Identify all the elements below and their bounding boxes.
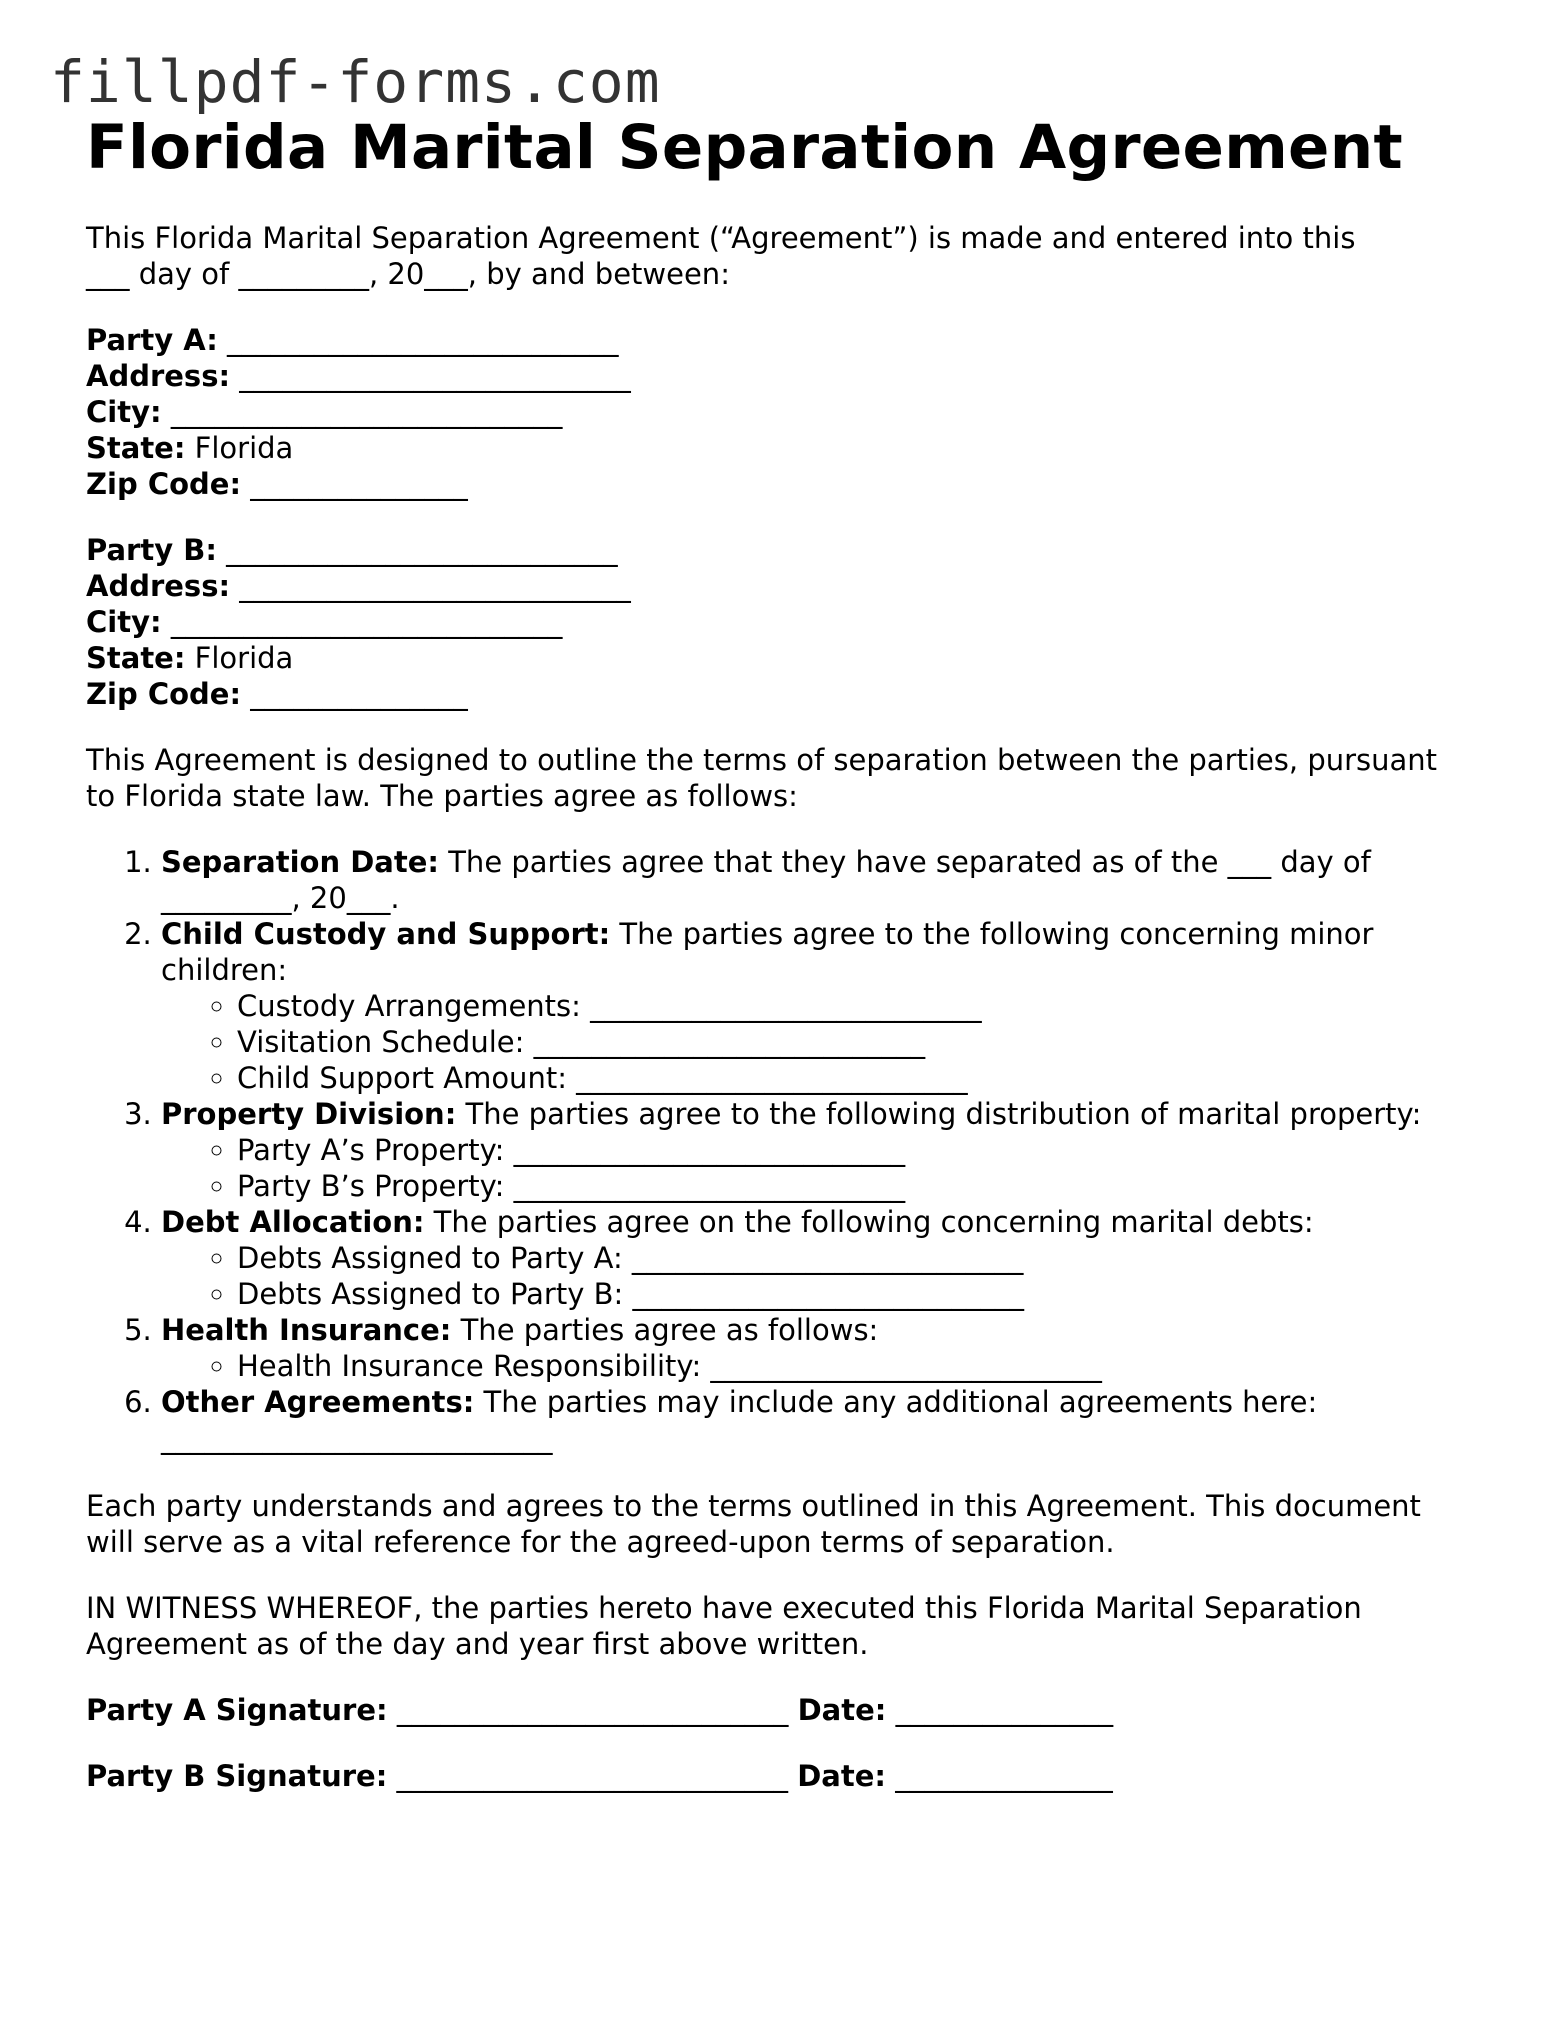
party-a-block (86, 322, 1466, 502)
term-separation-date (161, 844, 1466, 916)
party-a-name-field[interactable]: ___________________________ (227, 323, 619, 357)
list-item: ◦ Visitation Schedule: ___________________________ (237, 1024, 1466, 1060)
term-heading: Separation Date: (161, 845, 439, 879)
party-b-zip-label: Zip Code: (86, 677, 242, 711)
party-b-signature-field[interactable]: ___________________________ (396, 1759, 789, 1793)
party-b-city-field[interactable]: ___________________________ (170, 605, 563, 639)
party-a-address-label: Address: (86, 359, 231, 393)
party-b-address-row (86, 568, 1466, 604)
party-a-zip-field[interactable]: _______________ (250, 467, 468, 501)
party-a-name-label: Party A: (86, 323, 218, 357)
party-a-address-field[interactable]: ___________________________ (239, 359, 631, 393)
party-a-address-row (86, 358, 1466, 394)
party-b-zip-row (86, 676, 1466, 712)
party-a-state-value: Florida (194, 431, 294, 465)
party-b-name-row (86, 532, 1466, 568)
page-title: Florida Marital Separation Agreement (86, 112, 1403, 183)
health-sublist (161, 1348, 1466, 1384)
party-b-address-label: Address: (86, 569, 231, 603)
term-text: The parties agree on the following concerning marital debts: (433, 1205, 1314, 1239)
party-b-state-label: State: (86, 641, 186, 675)
term-text: The parties agree as follows: (460, 1313, 879, 1347)
party-a-state-row (86, 430, 1466, 466)
party-a-zip-row (86, 466, 1466, 502)
party-a-signature-row (86, 1692, 1466, 1728)
party-b-state-value: Florida (194, 641, 294, 675)
intro-paragraph (86, 220, 1466, 292)
party-b-city-row (86, 604, 1466, 640)
party-b-date-label: Date: (797, 1759, 887, 1793)
party-a-signature-label: Party A Signature: (86, 1693, 388, 1727)
intro-line-2: ___ day of _________, 20___, by and between: (86, 257, 730, 291)
party-a-signature-field[interactable]: ___________________________ (396, 1693, 789, 1727)
term-text: The parties may include any additional agreements here: ___________________________ (161, 1385, 1318, 1455)
description-paragraph: This Agreement is designed to outline the terms of separation between the parties, pursuant to Florida state law. The parties agree as follows: (86, 743, 1438, 813)
party-a-state-label: State: (86, 431, 186, 465)
term-text: The parties agree to the following concerning minor children: (161, 917, 1374, 987)
terms-list (86, 844, 1466, 1456)
party-a-name-row (86, 322, 1466, 358)
party-b-signature-label: Party B Signature: (86, 1759, 388, 1793)
intro-line-1: This Florida Marital Separation Agreement (“Agreement”) is made and entered into this (86, 221, 1356, 255)
term-heading: Debt Allocation: (161, 1205, 425, 1239)
list-item: ◦ Child Support Amount: ___________________________ (237, 1060, 1466, 1096)
party-b-state-row (86, 640, 1466, 676)
party-a-date-label: Date: (797, 1693, 887, 1727)
term-text: The parties agree to the following distribution of marital property: (465, 1097, 1422, 1131)
custody-sublist (161, 988, 1466, 1096)
list-item: ◦ Party B’s Property: ___________________________ (237, 1168, 1466, 1204)
term-other-agreements (161, 1384, 1466, 1456)
party-b-name-field[interactable]: ___________________________ (226, 533, 618, 567)
closing-paragraph: Each party understands and agrees to the terms outlined in this Agreement. This document will serve as a vital reference for the agreed-upon terms of separation. (86, 1489, 1421, 1559)
witness-paragraph: IN WITNESS WHEREOF, the parties hereto have executed this Florida Marital Separation Agreement as of the day and year first above written. (86, 1591, 1362, 1661)
party-b-zip-field[interactable]: _______________ (250, 677, 468, 711)
term-debt-allocation (161, 1204, 1466, 1312)
party-a-date-field[interactable]: _______________ (895, 1693, 1114, 1727)
term-heading: Health Insurance: (161, 1313, 452, 1347)
list-item: ◦ Debts Assigned to Party A: ___________________________ (237, 1240, 1466, 1276)
term-child-custody (161, 916, 1466, 1096)
debt-sublist (161, 1240, 1466, 1312)
term-health-insurance (161, 1312, 1466, 1384)
party-b-signature-row (86, 1758, 1466, 1794)
list-item: ◦ Debts Assigned to Party B: ___________________________ (237, 1276, 1466, 1312)
term-heading: Property Division: (161, 1097, 457, 1131)
party-b-block (86, 532, 1466, 712)
term-property-division (161, 1096, 1466, 1204)
term-heading: Child Custody and Support: (161, 917, 611, 951)
term-heading: Other Agreements: (161, 1385, 475, 1419)
term-text: The parties agree that they have separated as of the ___ day of _________, 20___. (161, 845, 1371, 915)
party-b-address-field[interactable]: ___________________________ (239, 569, 631, 603)
list-item: ◦ Party A’s Property: ___________________________ (237, 1132, 1466, 1168)
party-a-city-row (86, 394, 1466, 430)
list-item: ◦ Custody Arrangements: ___________________________ (237, 988, 1466, 1024)
party-a-city-field[interactable]: ___________________________ (170, 395, 563, 429)
party-a-zip-label: Zip Code: (86, 467, 242, 501)
party-b-city-label: City: (86, 605, 162, 639)
list-item: ◦ Health Insurance Responsibility: ___________________________ (237, 1348, 1466, 1384)
party-b-name-label: Party B: (86, 533, 217, 567)
property-sublist (161, 1132, 1466, 1204)
watermark-text: fillpdf-forms.com (50, 48, 661, 116)
party-a-city-label: City: (86, 395, 162, 429)
party-b-date-field[interactable]: _______________ (895, 1759, 1113, 1793)
document-page (86, 108, 1466, 1794)
